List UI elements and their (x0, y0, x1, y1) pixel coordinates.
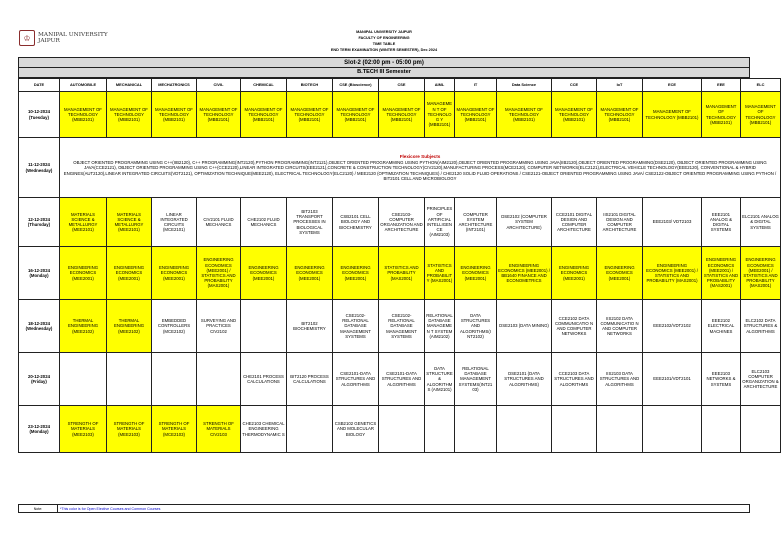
exam-timetable (18, 78, 781, 453)
course-cell: THERMAL ENGINEERING (MEE2102) (60, 300, 107, 353)
column-header: AUTOMOBILE (60, 79, 107, 92)
table-row (19, 92, 781, 138)
course-cell: MANAGEMENT OF TECHNOLOGY (MBB2101) (241, 92, 287, 138)
course-cell: MANAGEMENT OF TECHNOLOGY (MBB2101) (552, 92, 597, 138)
course-cell: ENGINEERING ECONOMICS (MEE2001) (152, 247, 197, 300)
course-cell: COMPUTER SYSTEM ARCHITECTURE (INT2101) (455, 198, 497, 247)
course-cell: CSB2102 GENETICS AND MOLECULAR BIOLOGY (333, 406, 379, 453)
column-header: BIOTECH (287, 79, 333, 92)
course-cell: EEE2103 NETWORKS & SYSTEMS (702, 353, 741, 406)
course-cell: MANAGEMEN T OF TECHNOLOG Y (MBB2101) (425, 92, 455, 138)
table-row (19, 138, 781, 198)
course-cell: ENGINEERING ECONOMICS (MEE2001) (241, 247, 287, 300)
course-cell: MANAGEMENT OF TECHNOLOGY (MBB2101) (107, 92, 152, 138)
course-cell: EEE2101 ANALOG & DIGITAL SYSTEMS (702, 198, 741, 247)
exam-date: 12-12-2024 (Thursday) (19, 198, 60, 247)
course-cell: CCE2102 DATA COMMUNICATIO N AND COMPUTER NETWORKS (552, 300, 597, 353)
exam-date: 16-12-2024 (Monday) (19, 247, 60, 300)
exam-date: 10-12-2024 (Tuesday) (19, 92, 60, 138)
elective-title: Flexicore Subjects (399, 153, 441, 159)
course-cell: CHE2102 FLUID MECHANICS (241, 198, 287, 247)
course-cell: RELATIONAL DATABASE MANAGEMEN T SYSTEM (AIM2102) (425, 300, 455, 353)
course-cell (425, 406, 455, 453)
course-cell: CSB2101 CELL BIOLOGY AND BIOCHEMISTRY (333, 198, 379, 247)
course-cell: DATA STRUCTURE & ALGORITHM S (AIM2101) (425, 353, 455, 406)
table-row (19, 247, 781, 300)
course-cell (741, 406, 781, 453)
course-cell: ENGINEERING ECONOMICS (MEE2001) / STATISTICS AND PROBABILITY (MAS2001) (643, 247, 702, 300)
course-cell: BIT2120 PROCESS CALCULATIONS (287, 353, 333, 406)
logo-line-1: MANIPAL UNIVERSITY (38, 32, 108, 38)
column-header: ELC (741, 79, 781, 92)
column-header: MECHANICAL (107, 79, 152, 92)
course-cell (379, 406, 425, 453)
course-cell: ENGINEERING ECONOMICS (MEE2001) (287, 247, 333, 300)
column-header: CIVIL (197, 79, 241, 92)
column-header: Data Science (497, 79, 552, 92)
table-row (19, 353, 781, 406)
column-header: CSE (Bioscience) (333, 79, 379, 92)
course-cell: MANAGEMENT OF TECHNOLOGY (MBB2101) (455, 92, 497, 138)
course-cell: DSE2103 (DATA MINING) (497, 300, 552, 353)
column-header: EEE (702, 79, 741, 92)
course-cell: ENGINEERING ECONOMICS (MEE2001) (455, 247, 497, 300)
column-header: MECHATRONICS (152, 79, 197, 92)
course-cell: ENGINEERING ECONOMICS (MEE2001) (60, 247, 107, 300)
course-cell (107, 353, 152, 406)
logo-line-2: JAIPUR (38, 38, 60, 44)
exam-date: 20-12-2024 (Friday) (19, 353, 60, 406)
course-cell: EEE2101/VDT2101 (643, 353, 702, 406)
course-cell: CSE2101-DATA STRUCTURES AND ALGORITHMS (379, 353, 425, 406)
course-cell: ENGINEERING ECONOMICS (MEE2001) (333, 247, 379, 300)
crest-icon: ♔ (19, 30, 35, 46)
course-cell (702, 406, 741, 453)
slot-banner: Slot-2 (02:00 pm - 05:00 pm) (18, 57, 750, 68)
course-cell: ENGINEERING ECONOMICS (MEE2001) (552, 247, 597, 300)
course-cell: MATERIALS SCIENCE & METALLURGY (MEE2101) (107, 198, 152, 247)
course-cell (152, 353, 197, 406)
course-cell: EEE2102 ELECTRICAL MACHINES (702, 300, 741, 353)
course-cell: MANAGEMENT OF TECHNOLOGY (MBB2101) (152, 92, 197, 138)
course-cell: BIT2103 TRANSPORT PROCESSES IN BIOLOGICAL SYSTEMS (287, 198, 333, 247)
course-cell (597, 406, 643, 453)
course-cell: MANAGEMENT OF TECHNOLOGY (MBB2101) (197, 92, 241, 138)
course-cell: PRINCIPLES OF ARTIFICIAL INTELLIGEN CE (AIM2103) (425, 198, 455, 247)
course-cell: ENGINEERING ECONOMICS (MEE2001) / STATISTICS AND PROBABILITY (MAS2001) (197, 247, 241, 300)
course-cell (497, 406, 552, 453)
elective-text: OBJECT ORIENTED PROGRAMMING USING C++(IIB2120), C++ PROGRAMMING(INT2120),PYTHON PROGRAMMING(INT2121),OBJECT ORIENTED PROGRAMMING USING PYTHON(AIM2120),OBJECT ORIENTED PROGRAMMING USING JAVA(IIB2120),OBJECT ORIENTED PROGRAMMING(DSE2120), OBJECT ORIENTED PROGRAMMING USING JAVA(CCE2121), OBJECT ORIENTED PROGRAMMING USING C++(CCE2120),LINEAR INTEGRATED CIRCUITS(EEE2121),CONCRETE & CONSTRUCTION TECHNOLOGY(CIV2120),MANUFACTURING PROCESS(MCE2120), COMPUTER NETWORKS(ELC2121),ELECTRICAL VEHICLE TECHNOLOGY(EEE2120), CONVENTIONAL & HYBRID ENGINES(AUT2120),LINEAR INTEGRATED CIRCUITS(VDT2121), OPTIMIZATION TECHNIQUE(MEE2120), ELECTRICAL TECHNOLOGY(ELC2120) / MEE2120 (OPTIMIZATION TECHNIQUES) / CHE2120 SOLID FLUID OPERATIONS / CSE2121-OBJECT ORIENTED PROGRAMMING USING JAVA/ CSE2122-OBJECT ORIENTED PROGRAMMING USING PYTHON / BIT2101 CELL AND MICROBIOLOGY (63, 160, 777, 181)
course-cell: ENGINEERING ECONOMICS (MEE2001) (597, 247, 643, 300)
column-header: CSE (379, 79, 425, 92)
course-cell: CSE2102- RELATIONAL DATABASE MANAGEMENT SYSTEMS (333, 300, 379, 353)
course-cell: ENGINEERING ECONOMICS (MEE2001) / STATISTICS AND PROBABILITY (MAS2001) (702, 247, 741, 300)
note-label: Note: (19, 505, 58, 512)
course-cell: MANAGEMENT OF TECHNOLOGY (MBB2101) (379, 92, 425, 138)
semester-banner: B.TECH III Semester (18, 68, 750, 78)
table-row (19, 406, 781, 453)
elective-cell (60, 138, 781, 198)
course-cell: ELC2101 ANALOG & DIGITAL SYSTEMS (741, 198, 781, 247)
university-name: MANIPAL UNIVERSITY JAIPUR (356, 30, 412, 34)
course-cell (455, 406, 497, 453)
course-cell (287, 406, 333, 453)
course-cell (643, 406, 702, 453)
course-cell: CHE2103 CHEMICAL ENGINEERING THERMODYNAMIC S (241, 406, 287, 453)
course-cell (197, 353, 241, 406)
note-box (18, 504, 750, 513)
course-cell: MANAGEMENT OF TECHNOLOGY (MBB2101) (497, 92, 552, 138)
faculty-name: FACULTY OF ENGINEERING (358, 36, 410, 40)
course-cell: MANAGEMENT OF TECHNOLOGY (MBB2101) (702, 92, 741, 138)
column-header: CCE (552, 79, 597, 92)
course-cell: DATA STRUCTURES AND ALGORITHMS(I NT2102) (455, 300, 497, 353)
course-cell: DSE2101 (DATA STRUCTURES AND ALGORITHMS) (497, 353, 552, 406)
course-cell: EMBEDDED CONTROLLERS (MCE2102) (152, 300, 197, 353)
exam-date: 23-12-2024 (Monday) (19, 406, 60, 453)
course-cell: CCE2101 DIGITAL DESIGN AND COMPUTER ARCHITECTURE (552, 198, 597, 247)
column-header: CHEMICAL (241, 79, 287, 92)
course-cell: CHE2101 PROCESS CALCULATIONS (241, 353, 287, 406)
course-cell: LINEAR INTEGRATED CIRCUITS (MCE2101) (152, 198, 197, 247)
course-cell: THERMAL ENGINEERING (MEE2102) (107, 300, 152, 353)
course-cell: STATISTICS AND PROBABILITY (MAS2001) (379, 247, 425, 300)
course-cell: CCE2103 DATA STRUCTURES AND ALGORITHMS (552, 353, 597, 406)
course-cell: IIS2101 DIGITAL DESIGN AND COMPUTER ARCHITECTURE (597, 198, 643, 247)
course-cell: MANAGEMENT OF TECHNOLOGY (MBB2101) (287, 92, 333, 138)
course-cell (60, 353, 107, 406)
column-header-row (19, 79, 781, 92)
course-cell: IIS2102 DATA COMMUNICATIO N AND COMPUTER NETWORKS (597, 300, 643, 353)
column-header: IoT (597, 79, 643, 92)
exam-date: 18-12-2024 (Wednesday) (19, 300, 60, 353)
course-cell: MATERIALS SCIENCE & METALLURGY (MEE2101) (60, 198, 107, 247)
course-cell: DSE2102 (COMPUTER SYSTEM ARCHITECTURE) (497, 198, 552, 247)
course-cell: IIS2103 DATA STRUCTURES AND ALGORITHMS (597, 353, 643, 406)
course-cell: ELC2103 COMPUTER ORGANIZATION & ARCHITECTURE (741, 353, 781, 406)
column-header: AIML (425, 79, 455, 92)
note-text: *This color is for Open Elective Courses and Common Courses (60, 507, 161, 511)
course-cell: CSE2101-DATA STRUCTURES AND ALGORITHMS (333, 353, 379, 406)
course-cell: CSE2103-COMPUTER ORGANIZATION AND ARCHITECTURE (379, 198, 425, 247)
course-cell: STRENGTH OF MATERIALS (MCE2103) (152, 406, 197, 453)
course-cell: STATISTICS AND PROBABILIT Y (MAS2001) (425, 247, 455, 300)
course-cell: STRENGTH OF MATERIALS CIV2103 (197, 406, 241, 453)
course-cell: STRENGTH OF MATERIALS (MEE2103) (107, 406, 152, 453)
course-cell: BIT2102 BIOCHEMISTRY (287, 300, 333, 353)
column-header: IT (455, 79, 497, 92)
course-cell (552, 406, 597, 453)
course-cell: MANAGEMENT OF TECHNOLOGY (MBB2101) (643, 92, 702, 138)
course-cell: EEE2103/ VDT2103 (643, 198, 702, 247)
course-cell: RELATIONAL DATABASE MANAGEMENT SYSTEMS(INT21 03) (455, 353, 497, 406)
exam-title: END TERM EXAMINATION (WINTER SEMESTER), Dec 2024 (330, 48, 438, 52)
course-cell: ENGINEERING ECONOMICS (MEE2001) (107, 247, 152, 300)
course-cell: STRENGTH OF MATERIALS (MEE2103) (60, 406, 107, 453)
document-title: TIME TABLE (372, 42, 396, 46)
exam-date: 11-12-2024 (Wednesday) (19, 138, 60, 198)
course-cell: CIV2101 FLUID MECHANICS (197, 198, 241, 247)
column-header: ECE (643, 79, 702, 92)
course-cell (241, 300, 287, 353)
table-row (19, 198, 781, 247)
column-header: DATE (19, 79, 60, 92)
course-cell: CSE2102- RELATIONAL DATABASE MANAGEMENT SYSTEMS (379, 300, 425, 353)
course-cell: ENGINEERING ECONOMICS (MEE2001) / STATISTICS AND PROBABILITY (MAS2001) (741, 247, 781, 300)
course-cell: MANAGEMENT OF TECHNOLOGY (MBB2101) (333, 92, 379, 138)
course-cell: MANAGEMENT OF TECHNOLOGY (MBB2101) (60, 92, 107, 138)
course-cell: MANAGEMENT OF TECHNOLOGY (MBB2101) (741, 92, 781, 138)
course-cell: SURVEYING AND PRACTICES CIV2102 (197, 300, 241, 353)
table-row (19, 300, 781, 353)
course-cell: ENGINEERING ECONOMICS (MEE2001) / BB1640 FINANCE AND ECONOMETRICS (497, 247, 552, 300)
course-cell: ELC2102 DATA STRUCTURES & ALGORITHMS (741, 300, 781, 353)
course-cell: MANAGEMENT OF TECHNOLOGY (MBB2101) (597, 92, 643, 138)
course-cell: EEE2102/VDT2102 (643, 300, 702, 353)
